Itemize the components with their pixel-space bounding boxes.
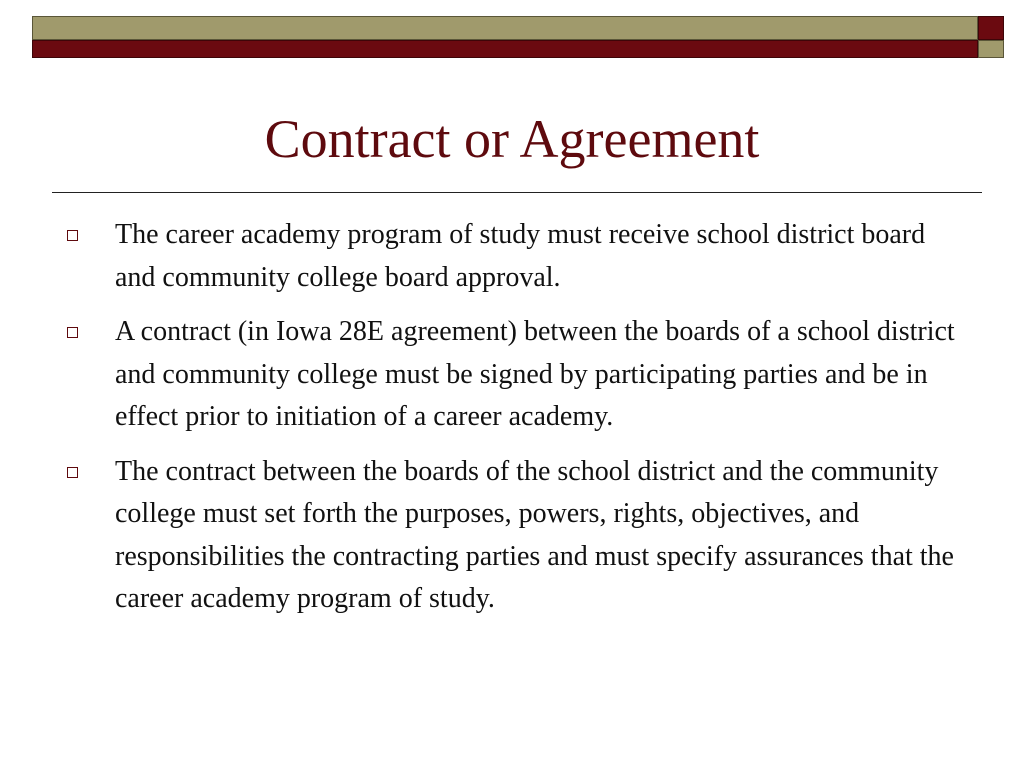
- hollow-square-bullet-icon: [67, 327, 78, 338]
- decorative-banner: [32, 16, 978, 58]
- slide-title: Contract or Agreement: [264, 109, 760, 169]
- banner-corner-olive-block: [978, 40, 1004, 58]
- banner-olive-stripe: [32, 16, 978, 40]
- bullet-item: [64, 311, 964, 439]
- hollow-square-bullet-icon: [67, 467, 78, 478]
- banner-corner-maroon-block: [978, 16, 1004, 40]
- bullet-item: [64, 451, 964, 621]
- bullet-list: [64, 214, 964, 633]
- title-divider: [52, 192, 982, 193]
- bullet-text: The career academy program of study must receive school district board and community college board approval.: [115, 219, 926, 293]
- bullet-text: The contract between the boards of the school district and the community college must set forth the purposes, powers, rights, objectives, and responsibilities the contracting parties and must specify assurances that the career academy program of study.: [115, 455, 954, 614]
- hollow-square-bullet-icon: [67, 230, 78, 241]
- bullet-text: A contract (in Iowa 28E agreement) between the boards of a school district and community college must be signed by participating parties and be in effect prior to initiation of a career academy.: [115, 316, 955, 432]
- bullet-item: [64, 214, 964, 299]
- banner-maroon-stripe: [32, 40, 978, 58]
